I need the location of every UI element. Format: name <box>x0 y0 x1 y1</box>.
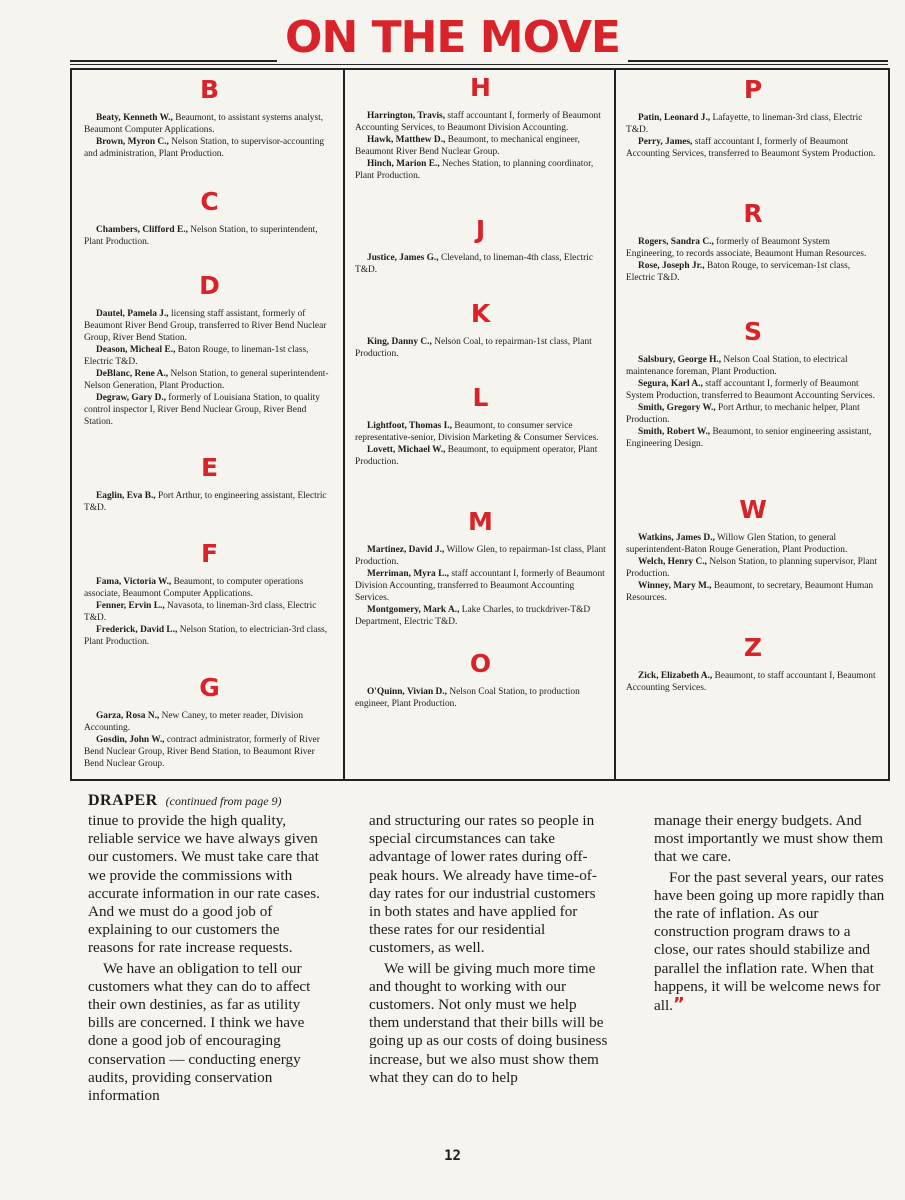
move-description: formerly of Louisiana Station, to quality control inspector I, River Bend Nuclear Group, River Bend Station. <box>84 393 320 427</box>
employee-name: Lovett, Michael W., <box>367 445 446 455</box>
section-letter: E <box>200 453 219 482</box>
move-entry <box>355 252 606 276</box>
article-paragraph: We will be giving much more time and thought to working with our customers. Not only must we help them understand that their bills will be going up as our costs of doing business increase, but we also must show them what they can do to help <box>369 959 608 1086</box>
employee-name: Chambers, Clifford E., <box>96 225 188 235</box>
employee-name: Perry, James, <box>638 137 693 147</box>
section-letter: O <box>469 649 492 678</box>
move-description: Beaumont, to staff accountant I, Beaumont Accounting Services. <box>626 671 876 693</box>
section-letter: W <box>739 495 767 524</box>
move-entry <box>355 336 606 360</box>
move-description: New Caney, to meter reader, Division Accounting. <box>84 711 304 733</box>
byline-name: DRAPER <box>88 792 158 809</box>
letter-section <box>355 74 606 182</box>
employee-name: Frederick, David L., <box>96 625 178 635</box>
move-entry <box>626 236 880 260</box>
move-description: Beaumont, to computer operations associate, Beaumont Computer Applications. <box>84 577 304 599</box>
move-description: Beaumont, to consumer service representative-senior, Division Marketing & Consumer Services. <box>355 421 599 443</box>
employee-name: Fenner, Ervin L., <box>96 601 165 611</box>
employee-name: Hawk, Matthew D., <box>367 135 446 145</box>
employee-name: Zick, Elizabeth A., <box>638 671 713 681</box>
employee-name: Garza, Rosa N., <box>96 711 160 721</box>
move-description: Nelson Station, to general superintendent-Nelson Generation, Plant Production. <box>84 369 329 391</box>
move-entry <box>84 344 335 368</box>
employee-name: Beaty, Kenneth W., <box>96 113 173 123</box>
letter-section <box>355 300 606 360</box>
employee-name: DeBlanc, Rene A., <box>96 369 169 379</box>
move-entry <box>84 308 335 344</box>
move-description: Lake Charles, to truckdriver-T&D Department, Electric T&D. <box>355 605 591 627</box>
letter-section <box>355 650 606 710</box>
move-entry <box>355 134 606 158</box>
move-entry <box>84 368 335 392</box>
move-entry <box>84 576 335 600</box>
move-entry <box>626 112 880 136</box>
move-entry <box>84 136 335 160</box>
move-entry <box>626 532 880 556</box>
move-entry <box>626 260 880 284</box>
employee-name: Harrington, Travis, <box>367 111 446 121</box>
article-byline <box>88 792 282 810</box>
move-entry <box>84 112 335 136</box>
move-description: Beaumont, to mechanical engineer, Beaumont River Bend Nuclear Group. <box>355 135 580 157</box>
employee-name: Rose, Joseph Jr., <box>638 261 705 271</box>
move-entry <box>626 426 880 450</box>
employee-name: Welch, Henry C., <box>638 557 708 567</box>
employee-name: Smith, Gregory W., <box>638 403 716 413</box>
move-entry <box>626 580 880 604</box>
employee-name: Hinch, Marion E., <box>367 159 440 169</box>
article-paragraph: We have an obligation to tell our customers what they can do to affect their own destinies, as far as utility bills are concerned. I think we have done a good job of encouraging conservation — conducting energy audits, providing conservation information <box>88 959 311 1105</box>
move-description: Lafayette, to lineman-3rd class, Electric T&D. <box>626 113 863 135</box>
move-description: Cleveland, to lineman-4th class, Electric T&D. <box>355 253 593 275</box>
move-entry <box>626 402 880 426</box>
article-paragraph-final <box>654 869 889 1016</box>
employee-name: Winney, Mary M., <box>638 581 712 591</box>
move-entry <box>355 544 606 568</box>
move-entry <box>355 604 606 628</box>
move-description: contract administrator, formerly of River Bend Nuclear Group, River Bend Station, to Beaumont River Bend Nuclear Group. <box>84 735 320 769</box>
move-description: Nelson Station, to supervisor-accounting and administration, Plant Production. <box>84 137 325 159</box>
move-description: Beaumont, to equipment operator, Plant Production. <box>355 445 598 467</box>
employee-name: Brown, Myron C., <box>96 137 169 147</box>
title-rule-thin <box>70 64 888 65</box>
promotions-column-2 <box>343 70 616 779</box>
article-column-1 <box>88 812 328 1107</box>
move-description: Beaumont, to senior engineering assistant, Engineering Design. <box>626 427 872 449</box>
move-entry <box>355 110 606 134</box>
employee-name: Dautel, Pamela J., <box>96 309 169 319</box>
promotions-box <box>70 68 890 781</box>
letter-section <box>626 634 880 694</box>
section-letter: J <box>475 215 486 244</box>
move-description: Willow Glen Station, to general superintendent-Baton Rouge Generation, Plant Production. <box>626 533 848 555</box>
page-title-wrapper <box>0 12 905 63</box>
move-description: staff accountant I, formerly of Beaumont System Production, transferred to Beaumont Accounting Services. <box>626 379 875 401</box>
move-description: Nelson Coal Station, to electrical maintenance foreman, Plant Production. <box>626 355 848 377</box>
move-entry <box>84 600 335 624</box>
employee-name: Gosdin, John W., <box>96 735 165 745</box>
move-entry <box>355 686 606 710</box>
article-final-text: For the past several years, our rates have been going up more rapidly than the rate of inflation. As our construction program draws to a close, our rates should stabilize and parallel the inflation rate. When that happens, it will be welcome news for all. <box>654 868 885 1015</box>
employee-name: Martinez, David J., <box>367 545 445 555</box>
move-description: Baton Rouge, to serviceman-1st class, Electric T&D. <box>626 261 851 283</box>
letter-section <box>626 496 880 604</box>
move-description: Beaumont, to assistant systems analyst, Beaumont Computer Applications. <box>84 113 324 135</box>
move-entry <box>84 392 335 428</box>
employee-name: Segura, Karl A., <box>638 379 703 389</box>
move-description: staff accountant I, formerly of Beaumont Division Accounting, transferred to Beaumont Accounting Services. <box>355 569 605 603</box>
employee-name: Justice, James G., <box>367 253 439 263</box>
section-letter: R <box>743 199 763 228</box>
employee-name: Lightfoot, Thomas I., <box>367 421 452 431</box>
employee-name: Rogers, Sandra C., <box>638 237 714 247</box>
continued-note: (continued from page 9) <box>165 794 282 808</box>
move-entry <box>84 490 335 514</box>
move-entry <box>626 378 880 402</box>
move-description: Baton Rouge, to lineman-1st class, Electric T&D. <box>84 345 309 367</box>
move-entry <box>626 354 880 378</box>
letter-section <box>84 272 335 428</box>
employee-name: Eaglin, Eva B., <box>96 491 156 501</box>
move-description: Neches Station, to planning coordinator, Plant Production. <box>355 159 594 181</box>
letter-section <box>626 318 880 450</box>
employee-name: Fama, Victoria W., <box>96 577 172 587</box>
move-entry <box>84 624 335 648</box>
move-description: staff accountant I, formerly of Beaumont Accounting Services, transferred to Beaumont System Production. <box>626 137 876 159</box>
article-paragraph: and structuring our rates so people in special circumstances can take advantage of lower rates during off-peak hours. We already have time-of-day rates for our industrial customers in both states and have applied for these rates for our residential customers, as well. <box>369 812 597 957</box>
section-letter: C <box>200 187 219 216</box>
move-entry <box>355 568 606 604</box>
article-paragraph: manage their energy budgets. And most importantly we must show them that we care. <box>654 812 884 866</box>
letter-section <box>626 76 880 160</box>
end-quote-mark: ” <box>672 994 685 1016</box>
letter-section <box>355 216 606 276</box>
move-description: Navasota, to lineman-3rd class, Electric T&D. <box>84 601 317 623</box>
section-letter: G <box>199 673 220 702</box>
move-entry <box>355 420 606 444</box>
section-letter: K <box>470 299 491 328</box>
move-entry <box>84 734 335 770</box>
section-letter: D <box>199 271 220 300</box>
employee-name: Watkins, James D., <box>638 533 715 543</box>
promotions-column-1 <box>72 70 345 779</box>
employee-name: Degraw, Gary D., <box>96 393 167 403</box>
employee-name: O'Quinn, Vivian D., <box>367 687 447 697</box>
move-entry <box>626 136 880 160</box>
move-entry <box>355 444 606 468</box>
section-letter: M <box>468 507 493 536</box>
article-column-2 <box>369 812 609 1089</box>
letter-section <box>84 674 335 770</box>
page-number: 12 <box>444 1148 461 1164</box>
employee-name: Merriman, Myra L., <box>367 569 450 579</box>
section-letter: Z <box>743 633 763 662</box>
letter-section <box>84 76 335 160</box>
move-description: licensing staff assistant, formerly of Beaumont River Bend Group, transferred to River Bend Nuclear Group, River Bend Station. <box>84 309 327 343</box>
employee-name: Montgomery, Mark A., <box>367 605 460 615</box>
letter-section <box>84 454 335 514</box>
employee-name: King, Danny C., <box>367 337 432 347</box>
move-entry <box>626 556 880 580</box>
employee-name: Patin, Leonard J., <box>638 113 711 123</box>
move-entry <box>84 710 335 734</box>
move-description: Nelson Station, to electrician-3rd class, Plant Production. <box>84 625 328 647</box>
move-description: Nelson Station, to planning supervisor, Plant Production. <box>626 557 877 579</box>
letter-section <box>355 384 606 468</box>
move-description: Nelson Station, to superintendent, Plant Production. <box>84 225 318 247</box>
move-description: Beaumont, to secretary, Beaumont Human Resources. <box>626 581 874 603</box>
employee-name: Salsbury, George H., <box>638 355 722 365</box>
employee-name: Smith, Robert W., <box>638 427 711 437</box>
move-description: Nelson Coal, to repairman-1st class, Plant Production. <box>355 337 592 359</box>
move-description: staff accountant I, formerly of Beaumont Accounting Services, to Beaumont Division Accounting. <box>355 111 601 133</box>
page-title: ON THE MOVE <box>277 12 628 63</box>
section-letter: F <box>200 539 219 568</box>
move-description: formerly of Beaumont System Engineering, to records associate, Beaumont Human Resources. <box>626 237 867 259</box>
letter-section <box>355 508 606 628</box>
section-letter: P <box>743 75 763 104</box>
article-paragraph: tinue to provide the high quality, reliable service we have always given our customers. We must take care that we provide the commissions with accurate information in our rate cases. And we must do a good job of explaining to our customers the reasons for rate increase requests. <box>88 812 320 957</box>
move-description: Willow Glen, to repairman-1st class, Plant Production. <box>355 545 606 567</box>
move-entry <box>626 670 880 694</box>
move-entry <box>84 224 335 248</box>
letter-section <box>84 540 335 648</box>
employee-name: Deason, Micheal E., <box>96 345 176 355</box>
letter-section <box>626 200 880 284</box>
letter-section <box>84 188 335 248</box>
article-column-3 <box>654 812 889 1017</box>
section-letter: S <box>743 317 762 346</box>
section-letter: L <box>472 383 489 412</box>
move-description: Port Arthur, to mechanic helper, Plant Production. <box>626 403 860 425</box>
move-entry <box>355 158 606 182</box>
section-letter: B <box>199 75 220 104</box>
section-letter: H <box>470 73 491 102</box>
move-description: Nelson Coal Station, to production engineer, Plant Production. <box>355 687 580 709</box>
move-description: Port Arthur, to engineering assistant, Electric T&D. <box>84 491 327 513</box>
promotions-column-3 <box>614 70 888 779</box>
